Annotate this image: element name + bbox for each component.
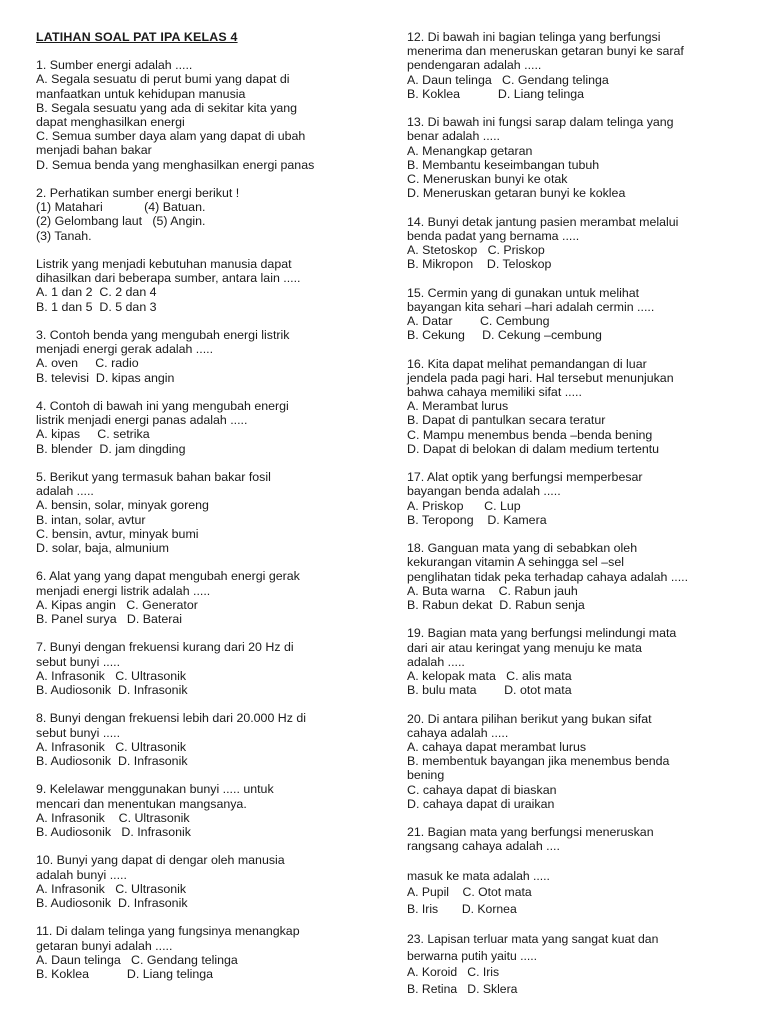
question-line: menerima dan meneruskan getaran bunyi ke saraf [407,44,684,59]
question-line: A. Priskop C. Lup [407,498,521,513]
question-line: berwarna putih yaitu ..... [407,948,538,963]
question-block [407,115,742,200]
question-block [36,711,376,768]
question-line: kekurangan vitamin A sehingga sel –sel [407,555,624,570]
question-line: B. Audiosonik D. Infrasonik [36,683,188,698]
question-line: B. Audiosonik D. Infrasonik [36,896,188,911]
question-line: Listrik yang menjadi kebutuhan manusia dapat [36,257,292,272]
question-line: 9. Kelelawar menggunakan bunyi ..... untuk [36,782,274,797]
question-line: A. Infrasonik C. Ultrasonik [36,881,187,896]
question-line: B. blender D. jam dingding [36,441,186,456]
question-line: 23. Lapisan terluar mata yang sangat kuat dan [407,932,659,947]
question-line: bening [407,768,445,783]
question-line: penglihatan tidak peka terhadap cahaya adalah ..... [407,569,689,584]
question-block [407,541,742,612]
question-line: C. bensin, avtur, minyak bumi [36,526,199,541]
question-block [36,58,376,172]
question-block [407,286,742,343]
question-block [36,328,376,385]
question-line: 5. Berikut yang termasuk bahan bakar fosil [36,470,271,485]
question-line: D. Meneruskan getaran bunyi ke koklea [407,186,626,201]
question-block [36,569,376,626]
question-block [407,626,742,697]
question-line: 10. Bunyi yang dapat di dengar oleh manusia [36,853,285,868]
question-line: 2. Perhatikan sumber energi berikut ! [36,186,240,201]
question-line: 7. Bunyi dengan frekuensi kurang dari 20 Hz di [36,640,294,655]
question-line: dapat menghasilkan energi [36,115,185,130]
question-block [407,931,742,997]
question-line: 14. Bunyi detak jantung pasien merambat melalui [407,214,679,229]
question-line: 12. Di bawah ini bagian telinga yang berfungsi [407,30,661,44]
question-line: A. Menangkap getaran [407,143,533,158]
question-line: C. Meneruskan bunyi ke otak [407,172,568,187]
question-block [36,470,376,555]
question-line: menjadi energi listrik adalah ..... [36,583,211,598]
question-line: D. solar, baja, almunium [36,541,169,556]
question-line: 17. Alat optik yang berfungsi memperbesar [407,470,643,485]
question-line: A. Merambat lurus [407,399,509,414]
question-line: B. Membantu keseimbangan tubuh [407,157,600,172]
question-line: B. Panel surya D. Baterai [36,612,183,627]
question-line: listrik menjadi energi panas adalah ..... [36,413,248,428]
question-line: 19. Bagian mata yang berfungsi melindungi mata [407,626,677,641]
question-line: D. Dapat di belokan di dalam medium tertentu [407,441,660,456]
question-line: menjadi energi gerak adalah ..... [36,342,214,357]
question-block [36,186,376,243]
question-line: 16. Kita dapat melihat pemandangan di luar [407,356,647,371]
question-line: A. cahaya dapat merambat lurus [407,740,587,755]
question-line: B. Mikropon D. Teloskop [407,257,552,272]
question-line: A. Pupil C. Otot mata [407,885,532,900]
question-line: pendengaran adalah ..... [407,58,542,73]
question-line: 13. Di bawah ini fungsi sarap dalam telinga yang [407,115,674,130]
question-line: B. bulu mata D. otot mata [407,683,572,698]
question-line: B. Dapat di pantulkan secara teratur [407,413,606,428]
question-line: A. Infrasonik C. Ultrasonik [36,668,187,683]
question-line: rangsang cahaya adalah .... [407,839,560,854]
question-line: 1. Sumber energi adalah ..... [36,58,193,73]
question-line: B. Teropong D. Kamera [407,512,547,527]
question-line: A. Infrasonik C. Ultrasonik [36,739,187,754]
question-line: A. bensin, solar, minyak goreng [36,498,209,513]
question-line: B. Koklea D. Liang telinga [36,967,214,982]
question-line: (2) Gelombang laut (5) Angin. [36,214,206,229]
question-line: getaran bunyi adalah ..... [36,938,173,953]
question-line: benar adalah ..... [407,129,500,144]
question-line: 11. Di dalam telinga yang fungsinya menangkap [36,924,300,939]
question-line: 20. Di antara pilihan berikut yang bukan sifat [407,711,652,726]
question-line: B. Koklea D. Liang telinga [407,86,585,101]
question-line: B. televisi D. kipas angin [36,370,175,385]
question-line: B. 1 dan 5 D. 5 dan 3 [36,299,157,314]
left-question-list [36,58,376,981]
question-line: mencari dan menentukan mangsanya. [36,796,247,811]
question-block [407,357,742,456]
question-line: B. Retina D. Sklera [407,981,518,996]
question-line: B. Audiosonik D. Infrasonik [36,825,191,840]
question-block [407,215,742,272]
question-line: masuk ke mata adalah ..... [407,868,550,883]
question-line: D. cahaya dapat di uraikan [407,796,555,811]
question-block [407,825,742,853]
question-line: A. Datar C. Cembung [407,314,550,329]
question-line: 15. Cermin yang di gunakan untuk melihat [407,285,640,300]
question-block [36,782,376,839]
question-line: dari air atau keringat yang menuju ke mata [407,640,642,655]
question-line: menjadi bahan bakar [36,143,152,158]
question-line: cahaya adalah ..... [407,725,509,740]
question-line: 6. Alat yang yang dapat mengubah energi gerak [36,569,300,584]
question-line: C. Semua sumber daya alam yang dapat di ubah [36,129,306,144]
question-line: A. Kipas angin C. Generator [36,597,198,612]
question-line: jendela pada pagi hari. Hal tersebut menunjukan [407,370,674,385]
question-line: A. Segala sesuatu di perut bumi yang dapat di [36,72,290,87]
question-line: A. oven C. radio [36,356,139,371]
question-line: 3. Contoh benda yang mengubah energi listrik [36,328,290,343]
question-line: A. kelopak mata C. alis mata [407,669,572,684]
question-line: dihasilkan dari beberapa sumber, antara lain ..... [36,271,301,286]
question-line: bayangan benda adalah ..... [407,484,561,499]
question-line: bahwa cahaya memiliki sifat ..... [407,385,582,400]
question-line: sebut bunyi ..... [36,654,121,669]
question-line: (1) Matahari (4) Batuan. [36,200,206,215]
question-line: B. Iris D. Kornea [407,901,517,916]
question-block [407,30,742,101]
question-line: adalah ..... [407,654,465,669]
question-line: adalah ..... [36,484,94,499]
question-line: A. kipas C. setrika [36,427,150,442]
question-block [407,712,742,811]
question-line: 8. Bunyi dengan frekuensi lebih dari 20.000 Hz di [36,711,307,726]
question-block [407,470,742,527]
question-line: 21. Bagian mata yang berfungsi meneruskan [407,825,654,840]
question-line: A. Stetoskop C. Priskop [407,243,545,258]
question-line: B. membentuk bayangan jika menembus benda [407,754,670,769]
question-line: bayangan kita sehari –hari adalah cermin ..... [407,299,655,314]
left-column [36,30,376,995]
question-line: B. Segala sesuatu yang ada di sekitar kita yang [36,100,298,115]
question-line: 18. Ganguan mata yang di sebabkan oleh [407,541,638,556]
question-line: D. Semua benda yang menghasilkan energi panas [36,157,315,172]
question-block [36,924,376,981]
question-line: adalah bunyi ..... [36,867,127,882]
question-line: A. Daun telinga C. Gendang telinga [36,952,238,967]
question-line: B. Rabun dekat D. Rabun senja [407,598,585,613]
right-column [407,30,742,1011]
question-line: A. 1 dan 2 C. 2 dan 4 [36,285,157,300]
question-block [36,257,376,314]
worksheet-title: LATIHAN SOAL PAT IPA KELAS 4 [36,30,238,44]
question-line: A. Daun telinga C. Gendang telinga [407,72,609,87]
question-line: B. Audiosonik D. Infrasonik [36,754,188,769]
question-line: A. Buta warna C. Rabun jauh [407,583,578,598]
right-alt-question-list [407,868,742,998]
question-line: (3) Tanah. [36,228,92,243]
question-block [36,640,376,697]
question-line: B. intan, solar, avtur [36,512,146,527]
question-line: C. cahaya dapat di biaskan [407,782,557,797]
question-line: 4. Contoh di bawah ini yang mengubah energi [36,399,289,414]
question-line: A. Infrasonik C. Ultrasonik [36,810,190,825]
question-line: sebut bunyi ..... [36,725,121,740]
question-block [36,853,376,910]
question-line: C. Mampu menembus benda –benda bening [407,427,653,442]
question-line: B. Cekung D. Cekung –cembung [407,328,602,343]
question-line: manfaatkan untuk kehidupan manusia [36,86,246,101]
right-question-list [407,30,742,854]
question-block [407,868,742,918]
question-block [36,399,376,456]
question-line: A. Koroid C. Iris [407,965,500,980]
question-line: benda padat yang bernama ..... [407,228,580,243]
